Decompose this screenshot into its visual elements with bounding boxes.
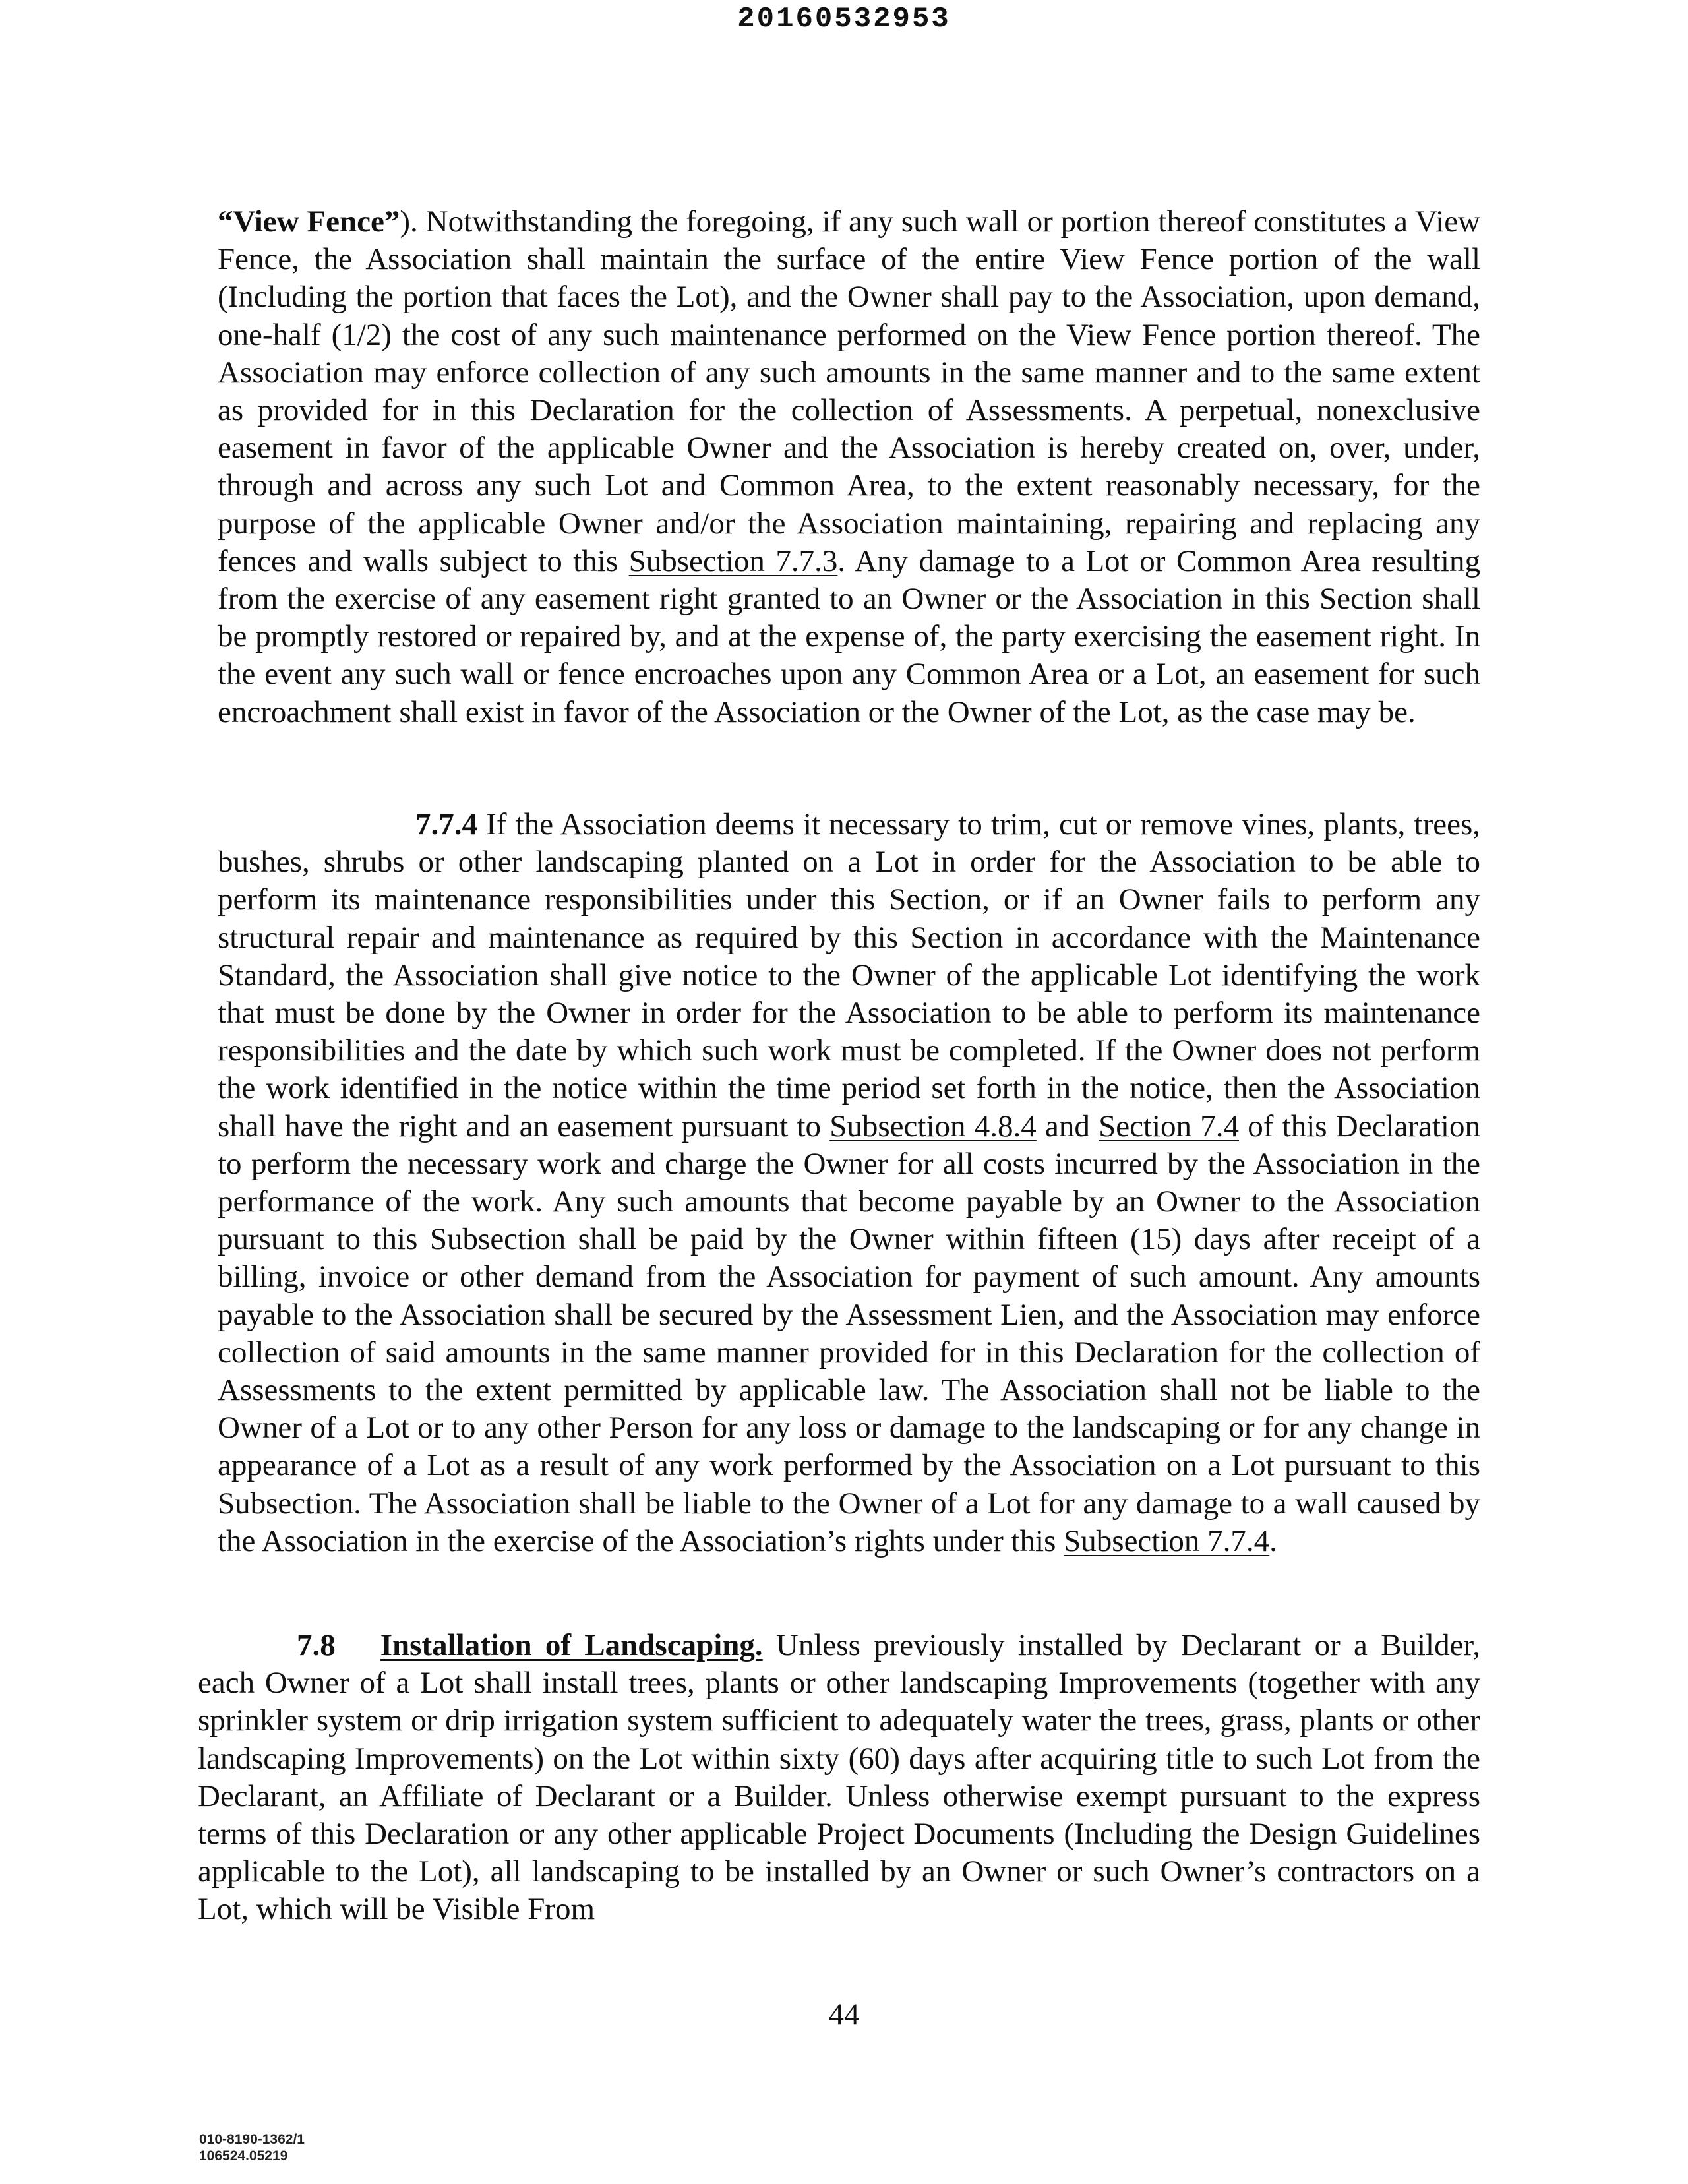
text-span: . Any damage to a Lot or Common Area resulting from the exercise of any easement right granted to an Owner or the Association in this Section shall be promptly restored or repaired by, and at the expense of, the party exercising the easement right. In the event any such wall or fence encroaches upon any Common Area or a Lot, an easement for such encroachment shall exist in favor of the Association or the Owner of the Lot, as the case may be.: [218, 543, 1480, 729]
cross-reference-subsection-7-7-4: Subsection 7.7.4: [1064, 1523, 1270, 1558]
document-id-line: 010-8190-1362/1: [199, 2132, 305, 2147]
section-7-8: [198, 1627, 1480, 1929]
text-span: and: [1036, 1108, 1099, 1143]
text-span: If the Association deems it necessary to trim, cut or remove vines, plants, trees, bushes, shrubs or other landscaping planted on a Lot in order for the Association to be able to perform its maintenance responsibilities under this Section, or if an Owner fails to perform any structural repair and maintenance as required by this Section in accordance with the Maintenance Standard, the Association shall give notice to the Owner of the applicable Lot identifying the work that must be done by the Owner in order for the Association to be able to perform its maintenance responsibilities and the date by which such work must be completed. If the Owner does not perform the work identified in the notice within the time period set forth in the notice, then the Association shall have the right and an easement pursuant to: [218, 807, 1480, 1143]
subsection-number: 7.7.4: [415, 807, 477, 841]
document-id: [199, 2131, 305, 2164]
cross-reference-subsection-4-8-4: Subsection 4.8.4: [829, 1108, 1037, 1143]
page-number: 44: [828, 1997, 860, 2032]
text-span: .: [1269, 1523, 1277, 1558]
section-heading: Installation of Landscaping.: [380, 1628, 763, 1662]
paragraph-text: [218, 806, 1480, 1560]
paragraph-view-fence: [218, 203, 1480, 731]
defined-term-view-fence: “View Fence”: [218, 204, 400, 239]
recording-number: 20160532953: [737, 3, 951, 36]
text-span: of this Declaration to perform the necessary work and charge the Owner for all costs incurred by the Association in the performance of the work. Any such amounts that become payable by an Owner to the Association pursuant to this Subsection shall be paid by the Owner within fifteen (15) days after receipt of a billing, invoice or other demand from the Association for payment of such amount. Any amounts payable to the Association shall be secured by the Assessment Lien, and the Association may enforce collection of said amounts in the same manner provided for in this Declaration for the collection of Assessments to the extent permitted by applicable law. The Association shall not be liable to the Owner of a Lot or to any other Person for any loss or damage to the landscaping or for any change in appearance of a Lot as a result of any work performed by the Association on a Lot pursuant to this Subsection. The Association shall be liable to the Owner of a Lot for any damage to a wall caused by the Association in the exercise of the Association’s rights under this: [218, 1108, 1480, 1558]
text-span: Unless previously installed by Declarant or a Builder, each Owner of a Lot shall install trees, plants or other landscaping Improvements (together with any sprinkler system or drip irrigation system sufficient to adequately water the trees, grass, plants or other landscaping Improvements) on the Lot within sixty (60) days after acquiring title to such Lot from the Declarant, an Affiliate of Declarant or a Builder. Unless otherwise exempt pursuant to the express terms of this Declaration or any other applicable Project Documents (Including the Design Guidelines applicable to the Lot), all landscaping to be installed by an Owner or such Owner’s contractors on a Lot, which will be Visible From: [198, 1628, 1480, 1927]
section-number: 7.8: [297, 1628, 336, 1662]
text-span: ). Notwithstanding the foregoing, if any such wall or portion thereof constitutes a View Fence, the Association shall maintain the surface of the entire View Fence portion of the wall (Including the portion that faces the Lot), and the Owner shall pay to the Association, upon demand, one-half (1/2) the cost of any such maintenance performed on the View Fence portion thereof. The Association may enforce collection of any such amounts in the same manner and to the same extent as provided for in this Declaration for the collection of Assessments. A perpetual, nonexclusive easement in favor of the applicable Owner and the Association is hereby created on, over, under, through and across any such Lot and Common Area, to the extent reasonably necessary, for the purpose of the applicable Owner and/or the Association maintaining, repairing and replacing any fences and walls subject to this: [218, 204, 1480, 578]
cross-reference-section-7-4: Section 7.4: [1099, 1108, 1240, 1143]
cross-reference-subsection-7-7-3: Subsection 7.7.3: [628, 543, 838, 578]
document-id-line: 106524.05219: [199, 2148, 288, 2164]
paragraph-7-7-4: [218, 806, 1480, 1560]
paragraph-text: [218, 203, 1480, 731]
paragraph-text: [198, 1627, 1480, 1929]
